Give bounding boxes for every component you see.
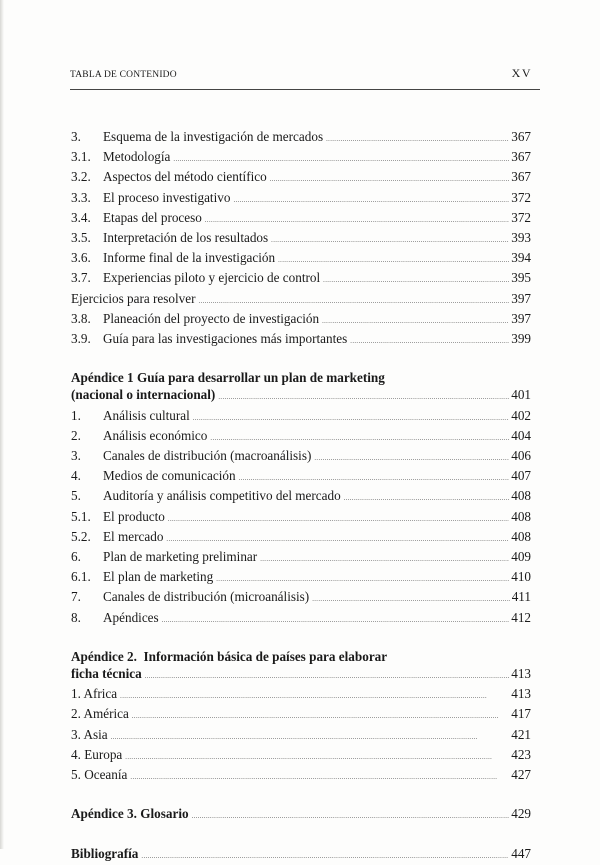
entry-page: 394 xyxy=(511,250,531,266)
entry-title: Informe final de la investigación xyxy=(103,250,276,266)
toc-entry[interactable] xyxy=(71,148,531,168)
entry-title: Experiencias piloto y ejercicio de control xyxy=(103,270,321,286)
entry-page: 408 xyxy=(511,528,531,544)
toc-entry[interactable] xyxy=(71,467,531,487)
entry-number: 6.1. xyxy=(71,569,91,585)
entry-number: 3.8. xyxy=(71,310,91,326)
leader-dots xyxy=(111,726,510,746)
entry-title: Aspectos del método científico xyxy=(103,169,267,185)
appendix-3-entry[interactable] xyxy=(71,805,531,825)
entry-title: Interpretación de los resultados xyxy=(103,230,269,246)
toc-entry[interactable] xyxy=(71,609,531,629)
entry-title: Bibliografía xyxy=(71,845,139,861)
entry-number: 6. xyxy=(71,549,81,565)
entry-title: Auditoría y análisis competitivo del mercado xyxy=(103,488,341,504)
entry-page: 417 xyxy=(511,706,531,722)
entry-number: 7. xyxy=(71,589,81,605)
appendix-2-heading[interactable]: Apéndice 2. Información básica de países para elaborar xyxy=(71,648,388,664)
leader-dots xyxy=(162,609,510,629)
entry-number: 3. xyxy=(71,448,81,464)
leader-dots xyxy=(239,467,510,487)
entry-title: 5. Oceanía xyxy=(71,767,128,783)
leader-dots xyxy=(216,568,509,588)
leader-dots xyxy=(193,407,509,427)
entry-title: Esquema de la investigación de mercados xyxy=(103,129,324,144)
entry-title: Plan de marketing preliminar xyxy=(103,549,258,565)
entry-page: 429 xyxy=(511,806,531,822)
entry-page: 395 xyxy=(511,270,531,286)
entry-page: 410 xyxy=(511,569,531,585)
appendix-1-heading-line[interactable] xyxy=(71,386,531,406)
toc-entry[interactable] xyxy=(71,746,531,766)
toc-entry[interactable] xyxy=(71,290,531,310)
entry-page: 397 xyxy=(511,290,531,306)
leader-dots xyxy=(130,766,509,786)
leader-dots xyxy=(168,508,509,528)
toc-entry[interactable] xyxy=(71,229,531,249)
entry-page: 427 xyxy=(511,767,531,783)
entry-title: Canales de distribución (macroanálisis) xyxy=(103,448,312,464)
toc-entry[interactable] xyxy=(71,726,531,746)
leader-dots xyxy=(278,249,509,269)
entry-page: 413 xyxy=(511,686,531,702)
entry-number: 3.7. xyxy=(71,270,91,286)
toc-entry[interactable] xyxy=(71,548,531,568)
entry-page: 406 xyxy=(511,448,531,464)
entry-number: 3.4. xyxy=(71,209,91,225)
entry-title: Etapas del proceso xyxy=(103,209,202,225)
toc-entry[interactable] xyxy=(71,128,531,148)
leader-dots xyxy=(270,168,510,188)
entry-title: El proceso investigativo xyxy=(103,189,231,205)
leader-dots xyxy=(166,528,509,548)
leader-dots xyxy=(260,548,509,568)
entry-page: 372 xyxy=(511,209,531,225)
entry-title: Planeación del proyecto de investigación xyxy=(103,310,320,326)
entry-page: 447 xyxy=(511,845,531,861)
entry-title: Apéndices xyxy=(103,609,159,625)
entry-title: El mercado xyxy=(103,528,164,544)
toc-entry[interactable] xyxy=(71,447,531,467)
entry-title: Guía para las investigaciones más importantes xyxy=(103,331,348,347)
toc-entry[interactable] xyxy=(71,168,531,188)
entry-title: ficha técnica xyxy=(71,666,142,682)
entry-title: Análisis económico xyxy=(103,427,208,443)
leader-dots xyxy=(218,386,509,406)
toc-entry[interactable] xyxy=(71,330,531,350)
entry-number: 8. xyxy=(71,609,81,625)
entry-title: 1. Africa xyxy=(71,686,118,702)
toc-entry[interactable] xyxy=(71,685,531,705)
entry-page: 404 xyxy=(511,427,531,443)
entry-title: Apéndice 3. Glosario xyxy=(71,806,189,822)
toc-entry[interactable] xyxy=(71,508,531,528)
entry-number: 3. xyxy=(71,129,81,144)
page-number: XV xyxy=(511,66,532,80)
entry-page: 399 xyxy=(511,331,531,347)
leader-dots xyxy=(120,685,509,705)
entry-page: 402 xyxy=(511,407,531,423)
entry-title: 3. Asia xyxy=(71,726,108,742)
toc-entry[interactable] xyxy=(71,705,531,725)
toc-entry[interactable] xyxy=(71,487,531,507)
leader-dots xyxy=(350,330,509,350)
toc-entry[interactable] xyxy=(71,269,531,289)
page-header xyxy=(70,66,540,90)
entry-title: Ejercicios para resolver xyxy=(71,290,196,306)
toc-entry[interactable] xyxy=(71,310,531,330)
entry-page: 412 xyxy=(511,609,531,625)
running-title: TABLA DE CONTENIDO xyxy=(70,70,177,80)
leader-dots xyxy=(192,805,510,825)
entry-page: 367 xyxy=(511,149,531,165)
entry-page: 397 xyxy=(511,310,531,326)
leader-dots xyxy=(326,128,509,148)
entry-number: 5.2. xyxy=(71,528,91,544)
leader-dots xyxy=(312,588,510,608)
leader-dots xyxy=(210,427,509,447)
entry-number: 3.3. xyxy=(71,189,91,205)
leader-dots xyxy=(344,487,510,507)
leader-dots xyxy=(132,705,509,725)
entry-page: 401 xyxy=(511,387,531,403)
leader-dots xyxy=(141,845,509,865)
entry-title: (nacional o internacional) xyxy=(71,387,216,403)
appendix-1-heading[interactable]: Apéndice 1 Guía para desarrollar un plan de marketing xyxy=(71,370,385,386)
entry-page: 421 xyxy=(511,726,531,742)
entry-number: 5.1. xyxy=(71,508,91,524)
entry-page: 409 xyxy=(511,549,531,565)
toc-entry[interactable] xyxy=(71,528,531,548)
entry-number: 4. xyxy=(71,468,81,484)
entry-page: 423 xyxy=(511,746,531,762)
entry-title: Análisis cultural xyxy=(103,407,190,423)
leader-dots xyxy=(271,229,509,249)
entry-title: Medios de comunicación xyxy=(103,468,236,484)
entry-page: 407 xyxy=(511,468,531,484)
entry-title: El plan de marketing xyxy=(103,569,214,585)
table-of-contents xyxy=(71,128,531,865)
entry-title: 4. Europa xyxy=(71,746,123,762)
leader-dots xyxy=(322,310,509,330)
entry-number: 3.9. xyxy=(71,331,91,347)
entry-number: 3.5. xyxy=(71,230,91,246)
entry-page: 413 xyxy=(511,666,531,682)
toc-entry[interactable] xyxy=(71,189,531,209)
toc-entry[interactable] xyxy=(71,249,531,269)
toc-entry[interactable] xyxy=(71,766,531,786)
entry-page: 408 xyxy=(511,488,531,504)
scan-shadow xyxy=(0,0,4,849)
toc-entry[interactable] xyxy=(71,588,531,608)
entry-title: El producto xyxy=(103,508,165,524)
leader-dots xyxy=(198,290,509,310)
bibliography-entry[interactable] xyxy=(71,845,531,865)
toc-entry[interactable] xyxy=(71,568,531,588)
entry-page: 372 xyxy=(511,189,531,205)
entry-number: 1. xyxy=(71,407,81,423)
entry-page: 367 xyxy=(511,129,531,144)
entry-title: Metodología xyxy=(103,149,171,165)
leader-dots xyxy=(125,746,509,766)
appendix-2-heading-line[interactable] xyxy=(71,665,531,685)
toc-entry[interactable] xyxy=(71,407,531,427)
entry-page: 393 xyxy=(511,230,531,246)
entry-number: 3.2. xyxy=(71,169,91,185)
entry-page: 411 xyxy=(511,589,531,605)
entry-title: 2. América xyxy=(71,706,129,722)
entry-page: 408 xyxy=(511,508,531,524)
entry-page: 367 xyxy=(511,169,531,185)
entry-number: 3.6. xyxy=(71,250,91,266)
leader-dots xyxy=(205,209,509,229)
toc-entry[interactable] xyxy=(71,427,531,447)
toc-entry[interactable] xyxy=(71,209,531,229)
leader-dots xyxy=(173,148,509,168)
entry-number: 2. xyxy=(71,427,81,443)
entry-title: Canales de distribución (microanálisis) xyxy=(103,589,310,605)
leader-dots xyxy=(323,269,509,289)
entry-number: 3.1. xyxy=(71,149,91,165)
leader-dots xyxy=(314,447,509,467)
leader-dots xyxy=(145,665,510,685)
leader-dots xyxy=(233,189,509,209)
entry-number: 5. xyxy=(71,488,81,504)
